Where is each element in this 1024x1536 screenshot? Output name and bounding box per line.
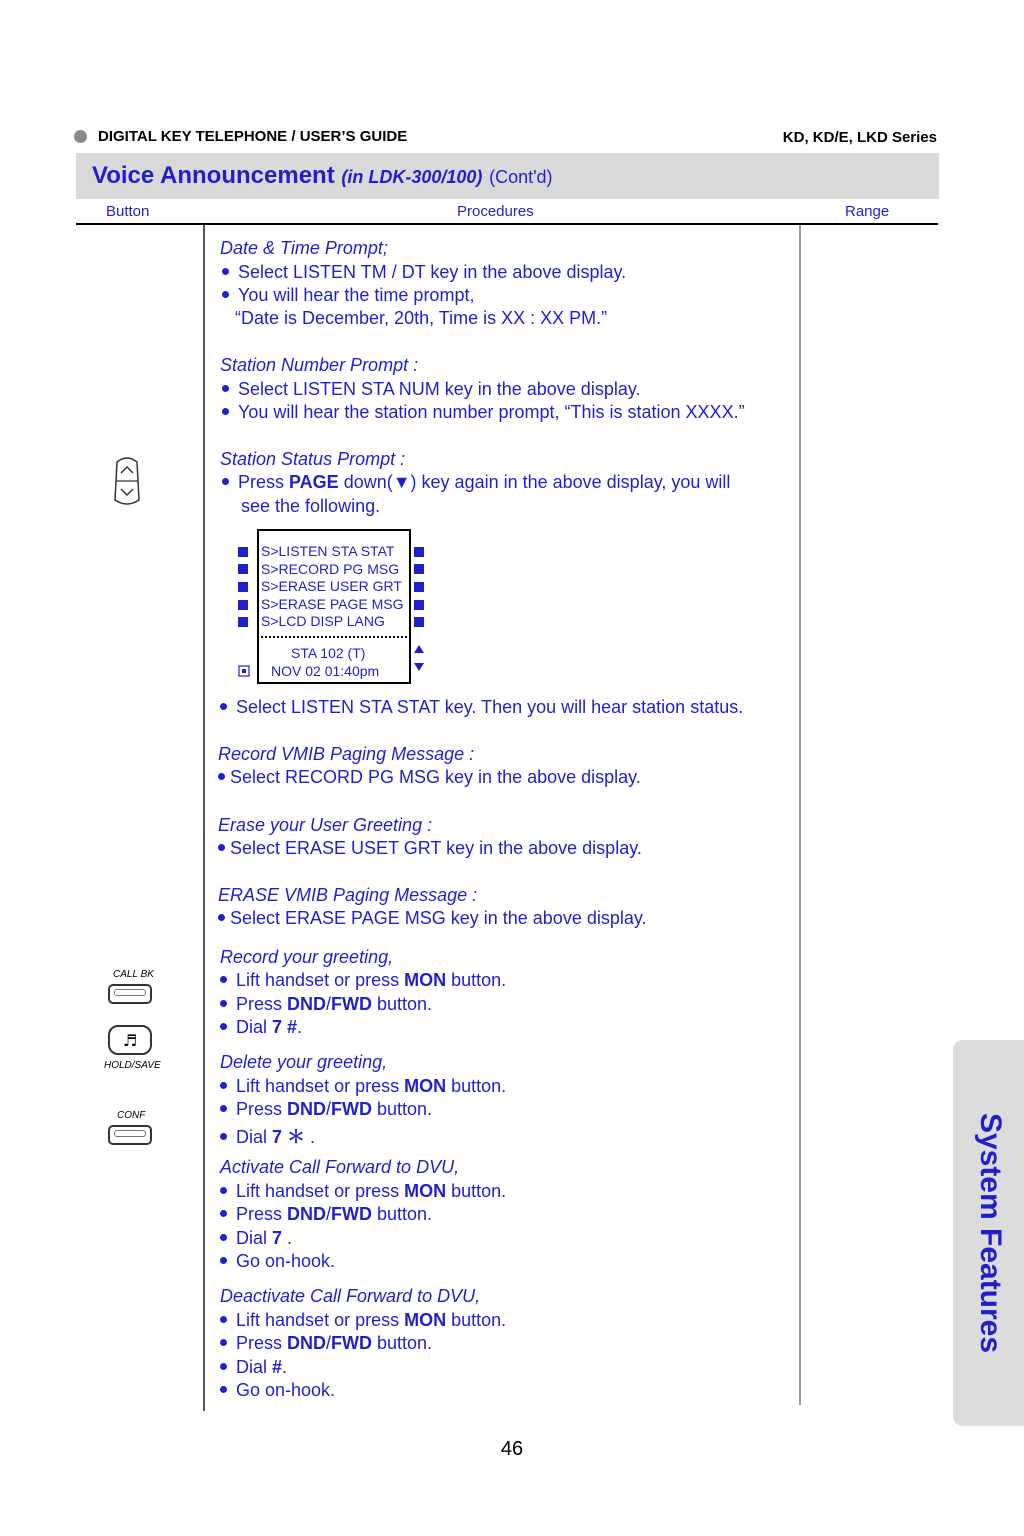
- list-item: Lift handset or press MON button.: [220, 1076, 506, 1097]
- list-item: Go on-hook.: [220, 1251, 335, 1272]
- lcd-row: S>ERASE PAGE MSG: [261, 596, 404, 612]
- conf-button-icon: [108, 1125, 152, 1145]
- list-item: Select LISTEN TM / DT key in the above display.: [222, 262, 626, 283]
- conf-label: CONF: [117, 1110, 146, 1121]
- recvmib-heading: Record VMIB Paging Message :: [218, 744, 475, 764]
- lcd-row: S>LCD DISP LANG: [261, 613, 385, 629]
- music-note-key-icon: [107, 1024, 153, 1058]
- side-tab-label: System Features: [974, 1112, 1007, 1354]
- callbk-button-icon: [108, 984, 152, 1004]
- callbk-label: CALL BK: [113, 969, 154, 980]
- list-item: Dial 7 .: [220, 1228, 292, 1249]
- list-item: Dial 7 ＊ .: [220, 1123, 315, 1149]
- scroll-arrows-icon: [413, 644, 425, 674]
- page-number: 46: [500, 1438, 524, 1460]
- section-title-bar: [76, 153, 939, 199]
- guide-title: [74, 128, 407, 145]
- soft-key-icon: [238, 547, 248, 557]
- column-header-procedures: Procedures: [457, 203, 534, 220]
- list-item: Select ERASE USET GRT key in the above display.: [218, 838, 642, 859]
- stanum-heading: Station Number Prompt :: [220, 355, 419, 375]
- title-main: Voice Announcement: [92, 162, 335, 189]
- list-item: Press PAGE down(▼) key again in the above display, you will: [222, 472, 730, 493]
- lcd-row: S>ERASE USER GRT: [261, 578, 402, 594]
- stastat-continuation: see the following.: [241, 496, 381, 516]
- list-item: You will hear the time prompt,: [222, 285, 474, 306]
- lcd-display: [257, 529, 411, 684]
- list-item: Select RECORD PG MSG key in the above display.: [218, 767, 641, 788]
- column-header-range: Range: [845, 203, 890, 220]
- soft-key-icon: [414, 582, 424, 592]
- list-item: Dial 7 #.: [220, 1017, 302, 1038]
- lcd-status-datetime: NOV 02 01:40pm: [271, 663, 380, 679]
- column-divider-left: [203, 225, 205, 1411]
- stastat-heading: Station Status Prompt :: [220, 449, 406, 469]
- lcd-dotted-divider: [261, 636, 407, 638]
- deactivate-heading: Deactivate Call Forward to DVU,: [220, 1286, 481, 1306]
- datetime-heading: Date & Time Prompt;: [220, 238, 388, 258]
- column-header-button: Button: [106, 203, 150, 220]
- title-sub: (in LDK-300/100): [341, 167, 483, 187]
- soft-key-icon: [238, 582, 248, 592]
- list-item: Lift handset or press MON button.: [220, 1310, 506, 1331]
- lcd-status-station: STA 102 (T): [291, 645, 366, 661]
- bullet-dot-icon: [74, 130, 87, 143]
- soft-key-icon: [414, 564, 424, 574]
- lcd-row: S>RECORD PG MSG: [261, 561, 400, 577]
- header-divider: [76, 223, 938, 225]
- activate-heading: Activate Call Forward to DVU,: [220, 1157, 460, 1177]
- list-item: Lift handset or press MON button.: [220, 970, 506, 991]
- list-item: Press DND/FWD button.: [220, 1204, 432, 1225]
- list-item: Lift handset or press MON button.: [220, 1181, 506, 1202]
- menu-key-icon: [238, 665, 250, 677]
- column-divider-right: [799, 225, 801, 1405]
- list-item: Press DND/FWD button.: [220, 1333, 432, 1354]
- list-item: Select LISTEN STA STAT key. Then you will hear station status.: [220, 697, 743, 718]
- lcd-row: S>LISTEN STA STAT: [261, 543, 395, 559]
- list-item: Press DND/FWD button.: [220, 994, 432, 1015]
- list-item: Press DND/FWD button.: [220, 1099, 432, 1120]
- svg-text:♬: ♬: [122, 1031, 138, 1050]
- guide-title-text: DIGITAL KEY TELEPHONE / USER’S GUIDE: [98, 128, 408, 145]
- erasevmib-heading: ERASE VMIB Paging Message :: [218, 885, 478, 905]
- eraseuser-heading: Erase your User Greeting :: [218, 815, 433, 835]
- list-item: Dial #.: [220, 1357, 287, 1378]
- list-item: Select LISTEN STA NUM key in the above display.: [222, 379, 641, 400]
- datetime-quote: “Date is December, 20th, Time is XX : XX PM.”: [235, 308, 608, 328]
- soft-key-icon: [238, 617, 248, 627]
- list-item: Select ERASE PAGE MSG key in the above display.: [218, 908, 647, 929]
- record-heading: Record your greeting,: [220, 947, 394, 967]
- soft-key-icon: [414, 617, 424, 627]
- soft-key-icon: [414, 600, 424, 610]
- page-updown-key-icon: [111, 456, 143, 506]
- list-item: Go on-hook.: [220, 1380, 335, 1401]
- holdsave-label: HOLD/SAVE: [104, 1060, 161, 1071]
- title-cont: (Cont'd): [489, 167, 553, 187]
- delete-heading: Delete your greeting,: [220, 1052, 388, 1072]
- soft-key-icon: [414, 547, 424, 557]
- soft-key-icon: [238, 600, 248, 610]
- section-title: [92, 162, 553, 190]
- series-label: KD, KD/E, LKD Series: [782, 129, 937, 146]
- soft-key-icon: [238, 564, 248, 574]
- list-item: You will hear the station number prompt, “This is station XXXX.”: [222, 402, 745, 423]
